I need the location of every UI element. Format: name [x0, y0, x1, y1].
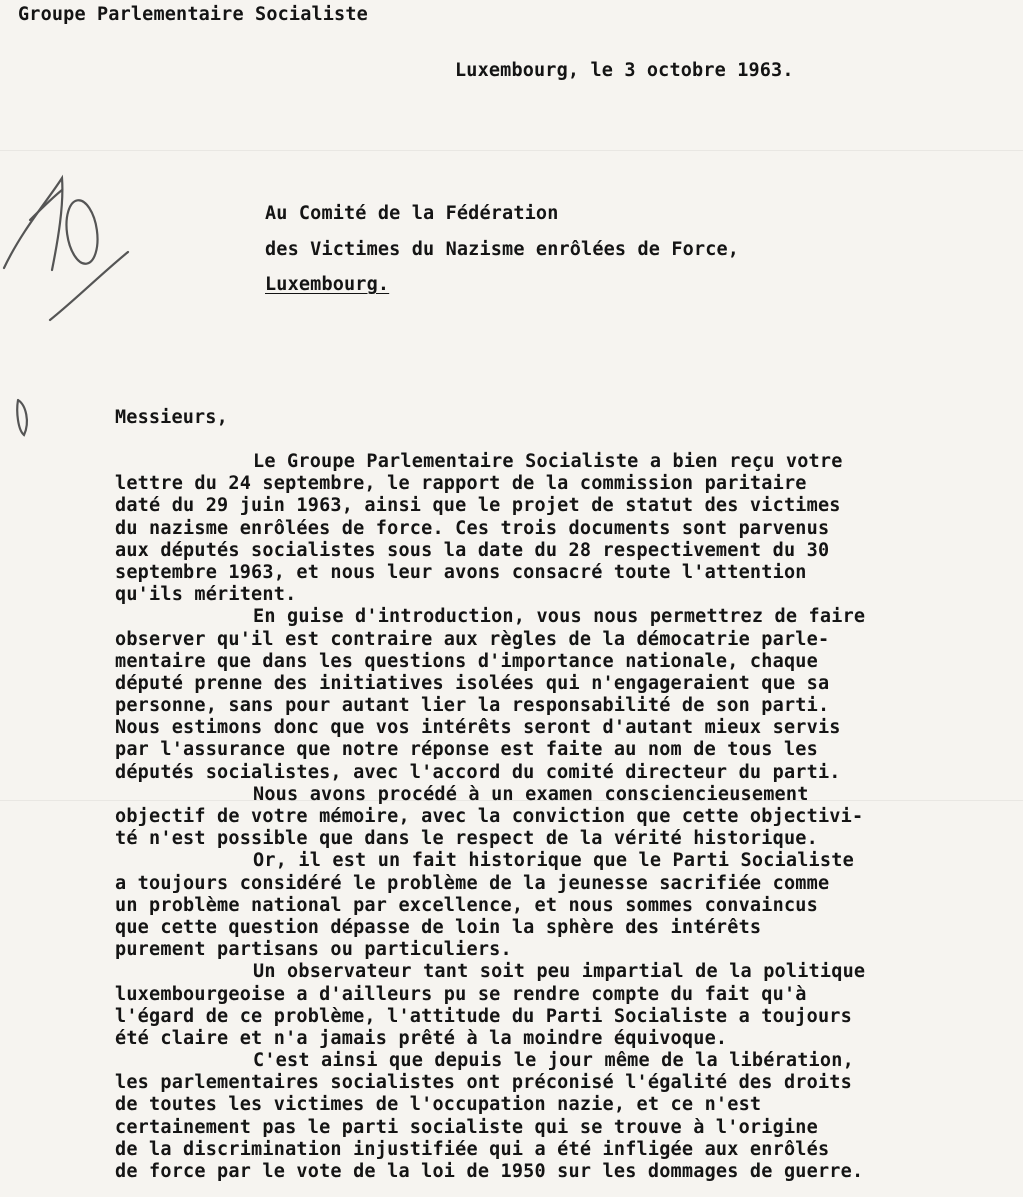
- salutation: Messieurs,: [115, 407, 228, 428]
- body-line: qu'ils méritent.: [115, 584, 297, 606]
- body-line: C'est ainsi que depuis le jour même de la libération,: [253, 1050, 854, 1072]
- body-line: député prenne des initiatives isolées qui n'engageraient que sa: [115, 672, 830, 694]
- dateline: Luxembourg, le 3 octobre 1963.: [455, 60, 794, 81]
- letter-body: [115, 451, 1015, 1183]
- body-line: de la discrimination injustifiée qui a été infligée aux enrôlés: [115, 1138, 830, 1160]
- addressee-line-3: Luxembourg.: [265, 274, 390, 295]
- body-line: députés socialistes, avec l'accord du comité directeur du parti.: [115, 761, 841, 783]
- body-line: du nazisme enrôlées de force. Ces trois documents sont parvenus: [115, 517, 830, 539]
- body-line: de toutes les victimes de l'occupation nazie, et ce n'est: [115, 1094, 762, 1116]
- body-line: un problème national par excellence, et nous sommes convaincus: [115, 894, 818, 916]
- body-line: personne, sans pour autant lier la responsabilité de son parti.: [115, 695, 830, 717]
- body-line: daté du 29 juin 1963, ainsi que le projet de statut des victimes: [115, 495, 841, 517]
- body-line: luxembourgeoise a d'ailleurs pu se rendre compte du fait qu'à: [115, 983, 807, 1005]
- body-line: de force par le vote de la loi de 1950 sur les dommages de guerre.: [115, 1161, 864, 1182]
- addressee-line-2: des Victimes du Nazisme enrôlées de Force,: [265, 239, 740, 260]
- body-line: purement partisans ou particuliers.: [115, 939, 512, 961]
- body-line: que cette question dépasse de loin la sphère des intérêts: [115, 916, 762, 938]
- body-line: observer qu'il est contraire aux règles de la démocatrie parle-: [115, 628, 830, 650]
- paper-fold: [0, 150, 1023, 151]
- body-line: septembre 1963, et nous leur avons consacré toute l'attention: [115, 561, 807, 583]
- body-line: Nous avons procédé à un examen consciencieusement: [253, 783, 809, 805]
- body-line: a toujours considéré le problème de la jeunesse sacrifiée comme: [115, 872, 830, 894]
- handwritten-annotation: [0, 160, 140, 440]
- body-line: lettre du 24 septembre, le rapport de la commission paritaire: [115, 473, 807, 495]
- body-line: certainement pas le parti socialiste qui se trouve à l'origine: [115, 1116, 818, 1138]
- body-line: té n'est possible que dans le respect de la vérité historique.: [115, 828, 818, 850]
- body-line: objectif de votre mémoire, avec la conviction que cette objectivi-: [115, 806, 864, 827]
- body-line: Un observateur tant soit peu impartial de la politique: [253, 961, 866, 983]
- body-line: mentaire que dans les questions d'importance nationale, chaque: [115, 650, 818, 672]
- body-line: En guise d'introduction, vous nous permettrez de faire: [253, 606, 866, 628]
- letterhead: Groupe Parlementaire Socialiste: [18, 4, 368, 25]
- body-line: Nous estimons donc que vos intérêts seront d'autant mieux servis: [115, 717, 841, 739]
- body-line: l'égard de ce problème, l'attitude du Parti Socialiste a toujours: [115, 1005, 852, 1027]
- body-line: les parlementaires socialistes ont préconisé l'égalité des droits: [115, 1072, 852, 1094]
- body-line: par l'assurance que notre réponse est faite au nom de tous les: [115, 739, 818, 761]
- addressee-line-1: Au Comité de la Fédération: [265, 203, 559, 224]
- body-line: aux députés socialistes sous la date du 28 respectivement du 30: [115, 539, 830, 561]
- body-line: Or, il est un fait historique que le Parti Socialiste: [253, 850, 854, 872]
- body-line: Le Groupe Parlementaire Socialiste a bien reçu votre: [253, 451, 843, 472]
- body-line: été claire et n'a jamais prêté à la moindre équivoque.: [115, 1027, 728, 1049]
